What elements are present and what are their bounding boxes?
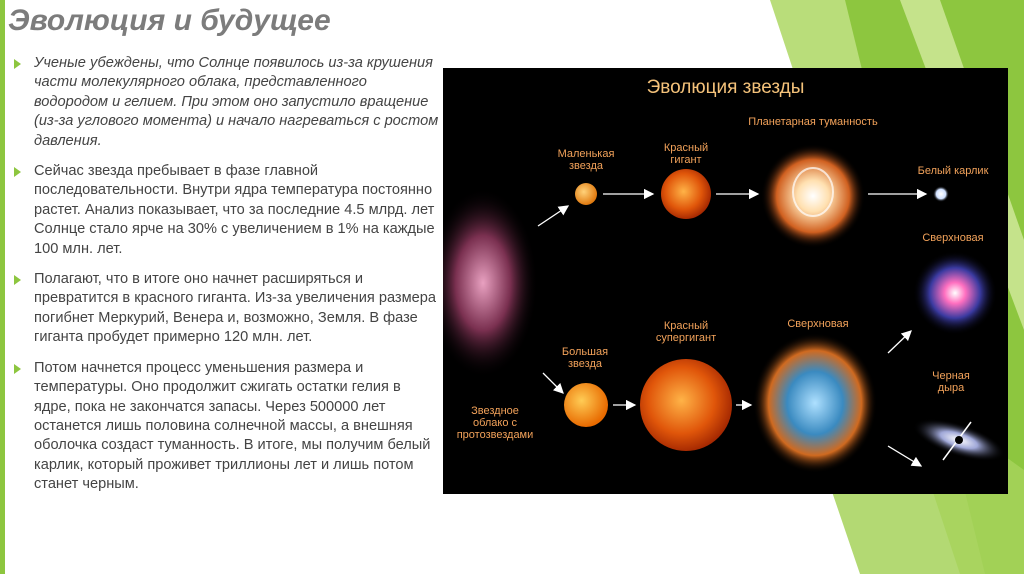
label-large-star: Большая звезда	[561, 346, 609, 370]
label-red-giant: Красный гигант	[663, 142, 709, 166]
bullet-arrow-icon	[14, 364, 21, 374]
small-star-image	[575, 183, 597, 205]
label-planetary-nebula: Планетарная туманность	[748, 116, 878, 128]
label-small-star: Маленькая звезда	[557, 148, 615, 172]
bullet-text: Потом начнется процесс уменьшения размера и температуры. Оно продолжит сжигать остатки гелия в ядре, пока не закончатся запасы. Через 500000 лет останется лишь половина солнечной массы, а внешняя оболочка создаст туманность. В итоге, мы получим белый карлик, который проживет триллионы лет и лишь потом станет черным.	[34, 359, 431, 493]
figure-title: Эволюция звезды	[646, 77, 805, 98]
large-star-image	[564, 383, 608, 427]
bullet-item	[14, 54, 439, 151]
left-accent-bar	[0, 0, 5, 574]
label-star-cloud: Звездное облако с протозвездами	[456, 405, 534, 441]
red-giant-image	[661, 169, 711, 219]
supernova-remnant-image	[913, 251, 997, 335]
star-cloud-image	[443, 188, 538, 378]
label-white-dwarf: Белый карлик	[917, 165, 989, 177]
bullet-text: Ученые убеждены, что Солнце появилось из-за крушения части молекулярного облака, представленного водородом и гелием. При этом оно запустило вращение (из-за углового момента) и начало нагреваться с ростом давления.	[34, 55, 439, 149]
bullet-item	[14, 162, 439, 259]
slide-title: Эволюция и будущее	[8, 4, 331, 37]
label-black-hole: Черная дыра	[932, 370, 970, 394]
white-dwarf-image	[933, 186, 949, 202]
bullet-text: Сейчас звезда пребывает в фазе главной последовательности. Внутри ядра температура постоянно растет. Анализ показывает, что за последние 4.5 млрд. лет Солнце стало ярче на 30% с увеличением в 1% на каждые 100 млн. лет.	[34, 163, 435, 257]
planetary-nebula-image	[761, 144, 865, 248]
bullet-arrow-icon	[14, 275, 21, 285]
red-supergiant-image	[640, 359, 732, 451]
label-red-supergiant: Красный супергигант	[655, 320, 717, 344]
bullet-list	[14, 54, 439, 506]
star-evolution-figure	[443, 68, 1008, 494]
bullet-item	[14, 359, 439, 495]
bullet-text: Полагают, что в итоге оно начнет расширяться и превратится в красного гиганта. Из-за увеличения размера погибнет Меркурий, Венера и, возможно, Земля. В фазе гиганта пробудет примерно 120 млн. лет.	[34, 271, 436, 346]
bullet-arrow-icon	[14, 59, 21, 69]
label-supernova-top: Сверхновая	[922, 232, 984, 244]
bullet-arrow-icon	[14, 167, 21, 177]
supernova-image	[753, 333, 877, 473]
label-supernova-mid: Сверхновая	[787, 318, 849, 330]
bullet-item	[14, 270, 439, 348]
